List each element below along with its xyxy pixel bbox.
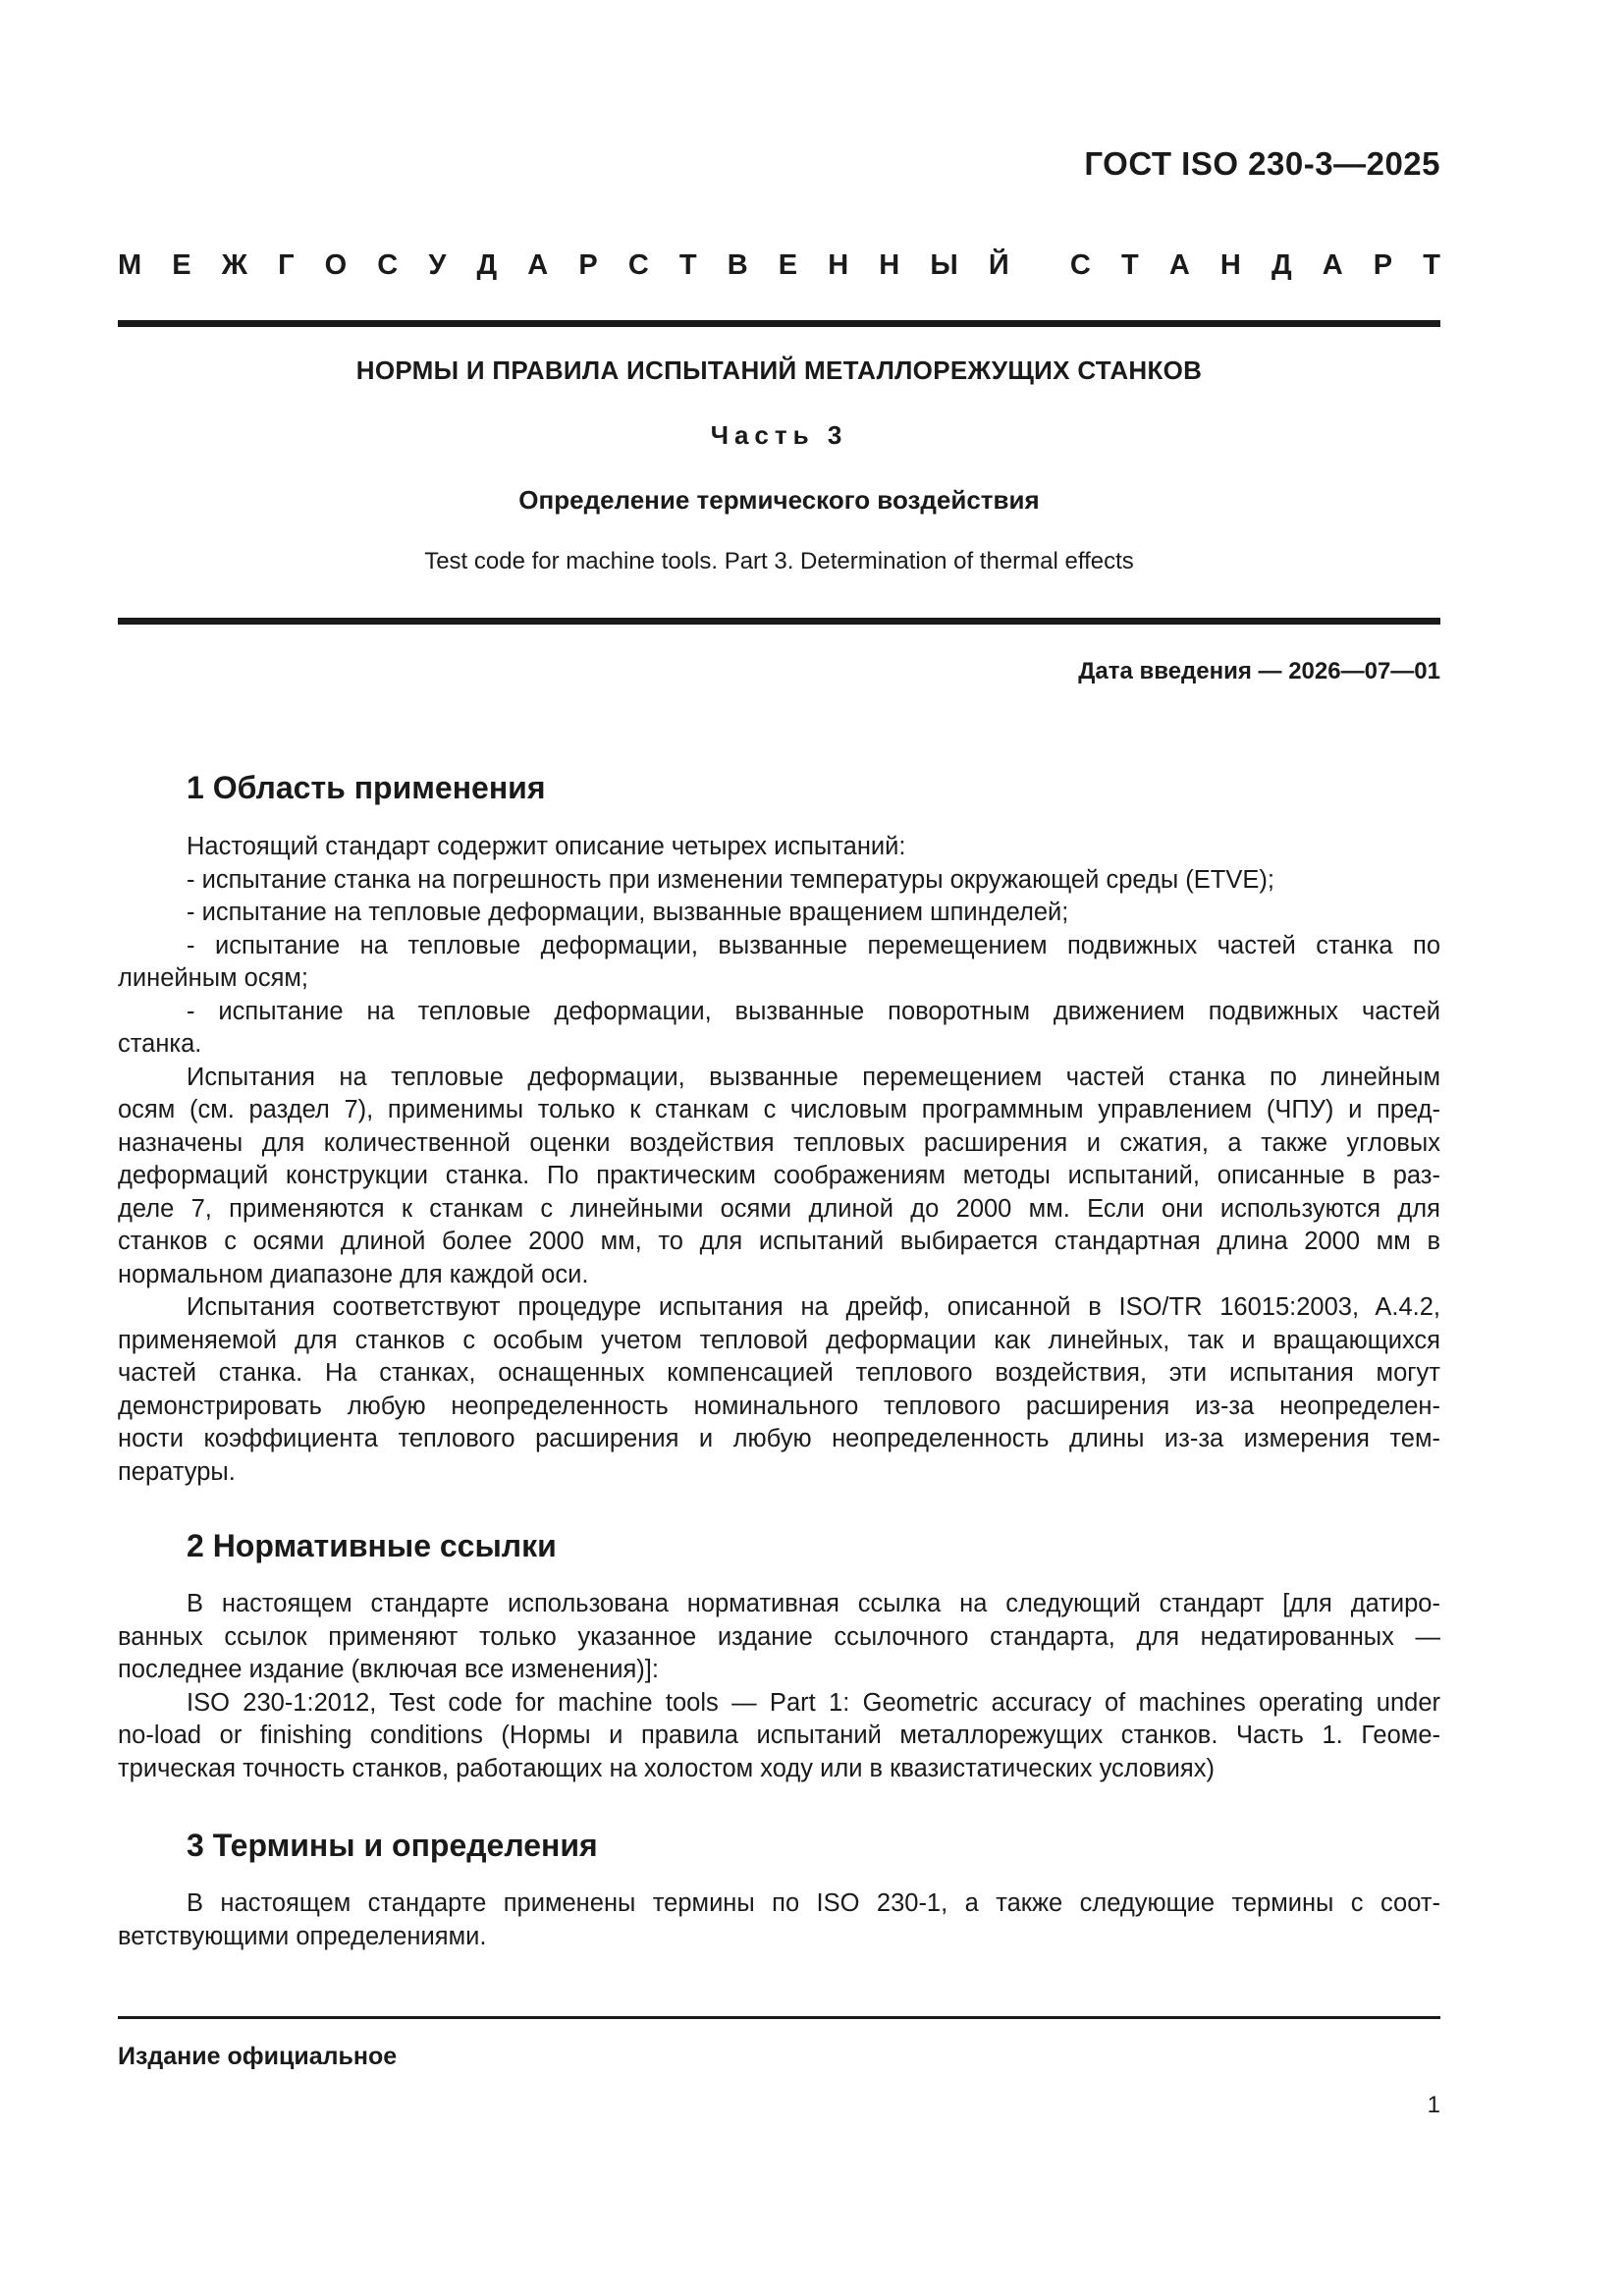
section-3-heading: 3 Термины и определения — [187, 1828, 598, 1863]
reference-line: ISO 230-1:2012, Test code for machine tools — Part 1: Geometric accuracy of machines operating under — [187, 1688, 1440, 1717]
paragraph-line: демонстрировать любую неопределенность номинального теплового расширения из-за неопределен- — [118, 1392, 1440, 1420]
section-3-body — [118, 1887, 1440, 1953]
doc-type-letter: Е — [778, 249, 798, 281]
doc-type-letter: А — [527, 249, 549, 281]
part-label: Часть 3 — [710, 420, 848, 450]
list-item: - испытание на тепловые деформации, вызванные перемещением подвижных частей станка по — [187, 931, 1440, 959]
reference-line: трическая точность станков, работающих на холостом ходу или в квазистатических условиях) — [118, 1754, 1215, 1782]
paragraph-line: станка. — [118, 1030, 202, 1058]
list-item: - испытание на тепловые деформации, вызванные поворотным движением подвижных частей — [187, 997, 1440, 1025]
paragraph-line: ности коэффициента теплового расширения и любую неопределенность длины из-за измерения тем- — [118, 1425, 1440, 1452]
paragraph-line: нормальном диапазоне для каждой оси. — [118, 1260, 589, 1288]
doc-type-letter: У — [428, 249, 447, 281]
paragraph-line: назначены для количественной оценки воздействия тепловых расширения и сжатия, а также угловых — [118, 1128, 1440, 1157]
paragraph-line: линейным осям; — [118, 964, 309, 992]
doc-type-letter: Ж — [221, 249, 247, 281]
doc-type-letter: Н — [1219, 249, 1241, 281]
doc-type-letter: М — [118, 249, 142, 281]
doc-type-letter: В — [727, 249, 748, 281]
paragraph-line: В настоящем стандарте применены термины по ISO 230-1, а также следующие термины с соот- — [187, 1889, 1440, 1917]
introduction-date: Дата введения — 2026—07—01 — [1078, 658, 1440, 684]
paragraph-line: станков с осями длиной более 2000 мм, то для испытаний выбирается стандартная длина 2000 мм в — [118, 1228, 1440, 1255]
reference-line: no-load or finishing conditions (Нормы и правила испытаний металлорежущих станков. Часть 1. Геоме- — [118, 1722, 1440, 1749]
doc-type-letter: Е — [172, 249, 191, 281]
edition-label: Издание официальное — [118, 2043, 398, 2070]
english-title: Test code for machine tools. Part 3. Determination of thermal effects — [424, 548, 1134, 574]
doc-type-letter: Д — [1271, 249, 1292, 281]
paragraph-line: Настоящий стандарт содержит описание четырех испытаний: — [187, 833, 906, 860]
document-number: ГОСТ ISO 230-3—2025 — [1084, 145, 1440, 182]
paragraph-line: частей станка. На станках, оснащенных компенсацией теплового воздействия, эти испытания могут — [118, 1359, 1440, 1387]
page-number: 1 — [1427, 2092, 1440, 2118]
paragraph-line: пературы. — [118, 1457, 236, 1486]
paragraph-line: деле 7, применяются к станкам с линейными осями длиной до 2000 мм. Если они используются для — [118, 1194, 1440, 1223]
paragraph-line: применяемой для станков с особым учетом тепловой деформации как линейных, так и вращающихся — [118, 1326, 1440, 1354]
title-bottom-rule — [118, 618, 1440, 625]
doc-type-letter: С — [377, 249, 399, 281]
doc-type-letter: А — [1322, 249, 1343, 281]
paragraph-line: деформаций конструкции станка. По практическим соображениям методы испытаний, описанные в раз- — [118, 1162, 1440, 1189]
doc-type-letter: Й — [988, 249, 1009, 281]
paragraph-line: Испытания соответствуют процедуре испытания на дрейф, описанной в ISO/TR 16015:2003, A.4.2, — [187, 1293, 1440, 1321]
doc-type-letter: Р — [1373, 249, 1393, 281]
section-2-heading: 2 Нормативные ссылки — [187, 1528, 557, 1563]
paragraph-line: последнее издание (включая все изменения)]: — [118, 1656, 659, 1683]
doc-type-letter: Т — [678, 249, 697, 281]
doc-type-letter: Н — [828, 249, 849, 281]
paragraph-line: ванных ссылок применяют только указанное издание ссылочного стандарта, для недатированных — — [118, 1622, 1440, 1651]
doc-type-letter: Ы — [930, 249, 958, 281]
doc-type-letter: А — [1168, 249, 1190, 281]
paragraph-line: В настоящем стандарте использована нормативная ссылка на следующий стандарт [для датиро- — [187, 1590, 1440, 1617]
paragraph-line: осям (см. раздел 7), применимы только к станкам с числовым программным управлением (ЧПУ) и пред- — [118, 1096, 1440, 1123]
doc-type-letter: Т — [1423, 249, 1440, 281]
title-top-rule — [118, 320, 1440, 327]
section-1-heading: 1 Область применения — [187, 770, 546, 805]
list-item: - испытание на тепловые деформации, вызванные вращением шпинделей; — [187, 899, 1069, 926]
document-type-heading — [118, 249, 1440, 282]
section-2-body — [118, 1588, 1440, 1785]
doc-type-letter: О — [324, 249, 348, 281]
doc-type-letter: Г — [278, 249, 295, 281]
doc-type-letter: Н — [879, 249, 900, 281]
section-1-body — [118, 831, 1440, 1489]
paragraph-line: Испытания на тепловые деформации, вызванные перемещением частей станка по линейным — [187, 1063, 1440, 1091]
doc-type-letter: Т — [1120, 249, 1139, 281]
doc-type-letter: С — [1069, 249, 1091, 281]
subtitle: Определение термического воздействия — [518, 485, 1040, 515]
doc-type-letter: Д — [476, 249, 498, 281]
paragraph-line: ветствующими определениями. — [118, 1922, 487, 1950]
doc-type-letter: Р — [578, 249, 598, 281]
doc-type-letter: С — [627, 249, 649, 281]
list-item: - испытание станка на погрешность при изменении температуры окружающей среды (ETVE); — [187, 865, 1274, 894]
footer-rule — [118, 2016, 1440, 2019]
document-page — [118, 0, 1440, 2296]
main-title: НОРМЫ И ПРАВИЛА ИСПЫТАНИЙ МЕТАЛЛОРЕЖУЩИХ СТАНКОВ — [355, 355, 1203, 385]
